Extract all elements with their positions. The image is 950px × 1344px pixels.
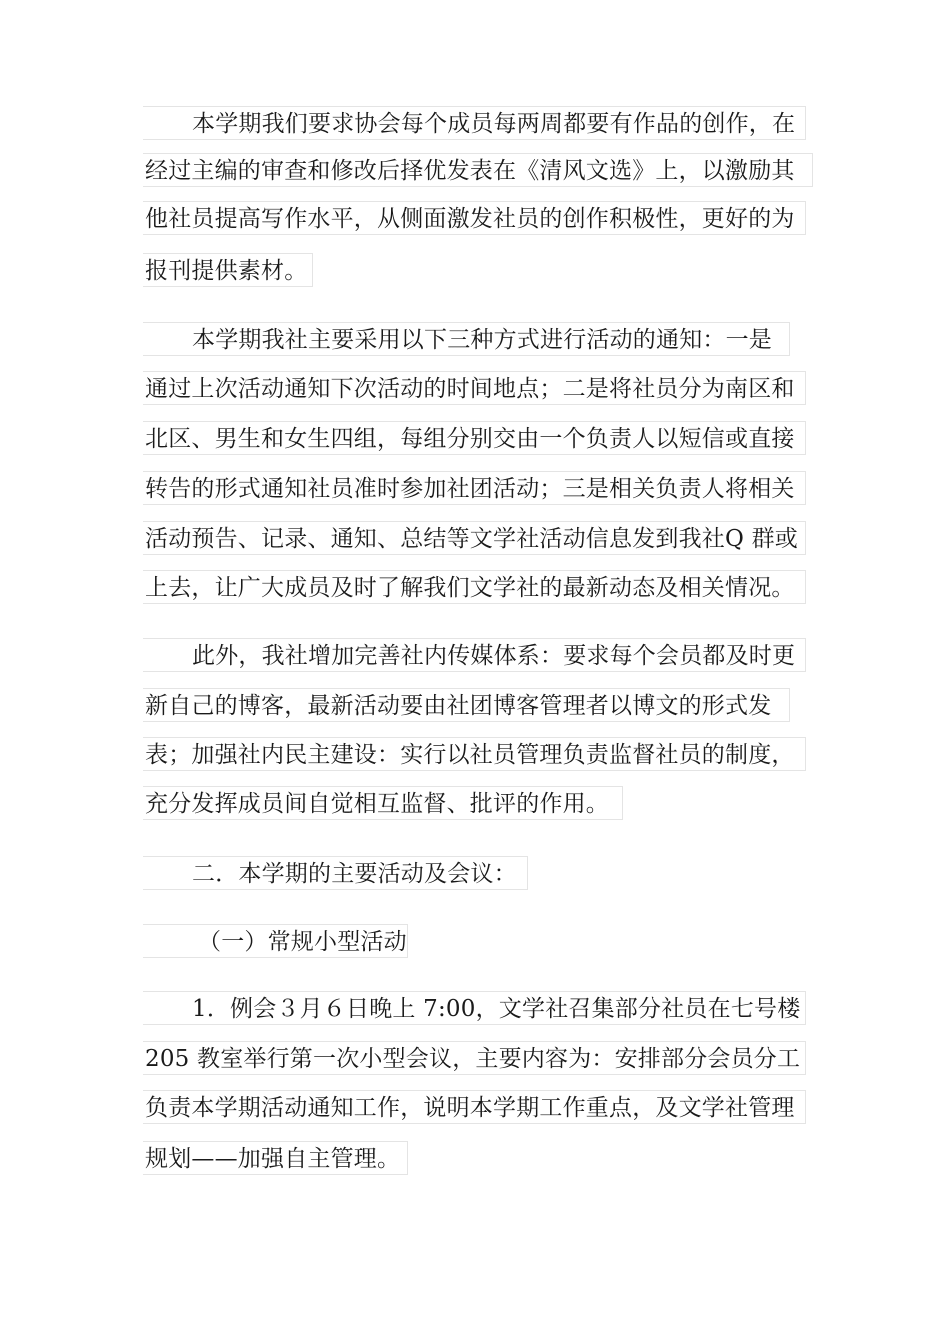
text-line: 1．例会３月６日晚上 7:00，文学社召集部分社员在七号楼 — [143, 991, 806, 1025]
text-line: 他社员提高写作水平，从侧面激发社员的创作积极性，更好的为 — [143, 201, 806, 235]
text-line: 上去，让广大成员及时了解我们文学社的最新动态及相关情况。 — [143, 570, 806, 604]
subsection-heading: （一）常规小型活动 — [143, 924, 408, 958]
text-line: 本学期我们要求协会每个成员每两周都要有作品的创作，在 — [143, 106, 806, 140]
text-line: 转告的形式通知社员准时参加社团活动；三是相关负责人将相关 — [143, 471, 806, 505]
text-line: 新自己的博客，最新活动要由社团博客管理者以博文的形式发 — [143, 688, 790, 722]
text-line: 经过主编的审查和修改后择优发表在《清风文选》上，以激励其 — [143, 153, 813, 187]
text-line: 负责本学期活动通知工作，说明本学期工作重点，及文学社管理 — [143, 1090, 806, 1124]
text-line: 规划——加强自主管理。 — [143, 1141, 408, 1175]
text-line: 本学期我社主要采用以下三种方式进行活动的通知：一是 — [143, 322, 790, 356]
text-line: 205 教室举行第一次小型会议，主要内容为：安排部分会员分工 — [143, 1041, 806, 1075]
text-line: 报刊提供素材。 — [143, 253, 313, 287]
text-line: 北区、男生和女生四组，每组分别交由一个负责人以短信或直接 — [143, 421, 806, 455]
text-line: 表；加强社内民主建设：实行以社员管理负责监督社员的制度， — [143, 737, 806, 771]
text-line: 通过上次活动通知下次活动的时间地点；二是将社员分为南区和 — [143, 371, 806, 405]
text-line: 此外，我社增加完善社内传媒体系：要求每个会员都及时更 — [143, 638, 806, 672]
section-heading: 二．本学期的主要活动及会议： — [143, 856, 528, 890]
text-line: 充分发挥成员间自觉相互监督、批评的作用。 — [143, 786, 623, 820]
text-line: 活动预告、记录、通知、总结等文学社活动信息发到我社Q 群或 — [143, 521, 806, 555]
